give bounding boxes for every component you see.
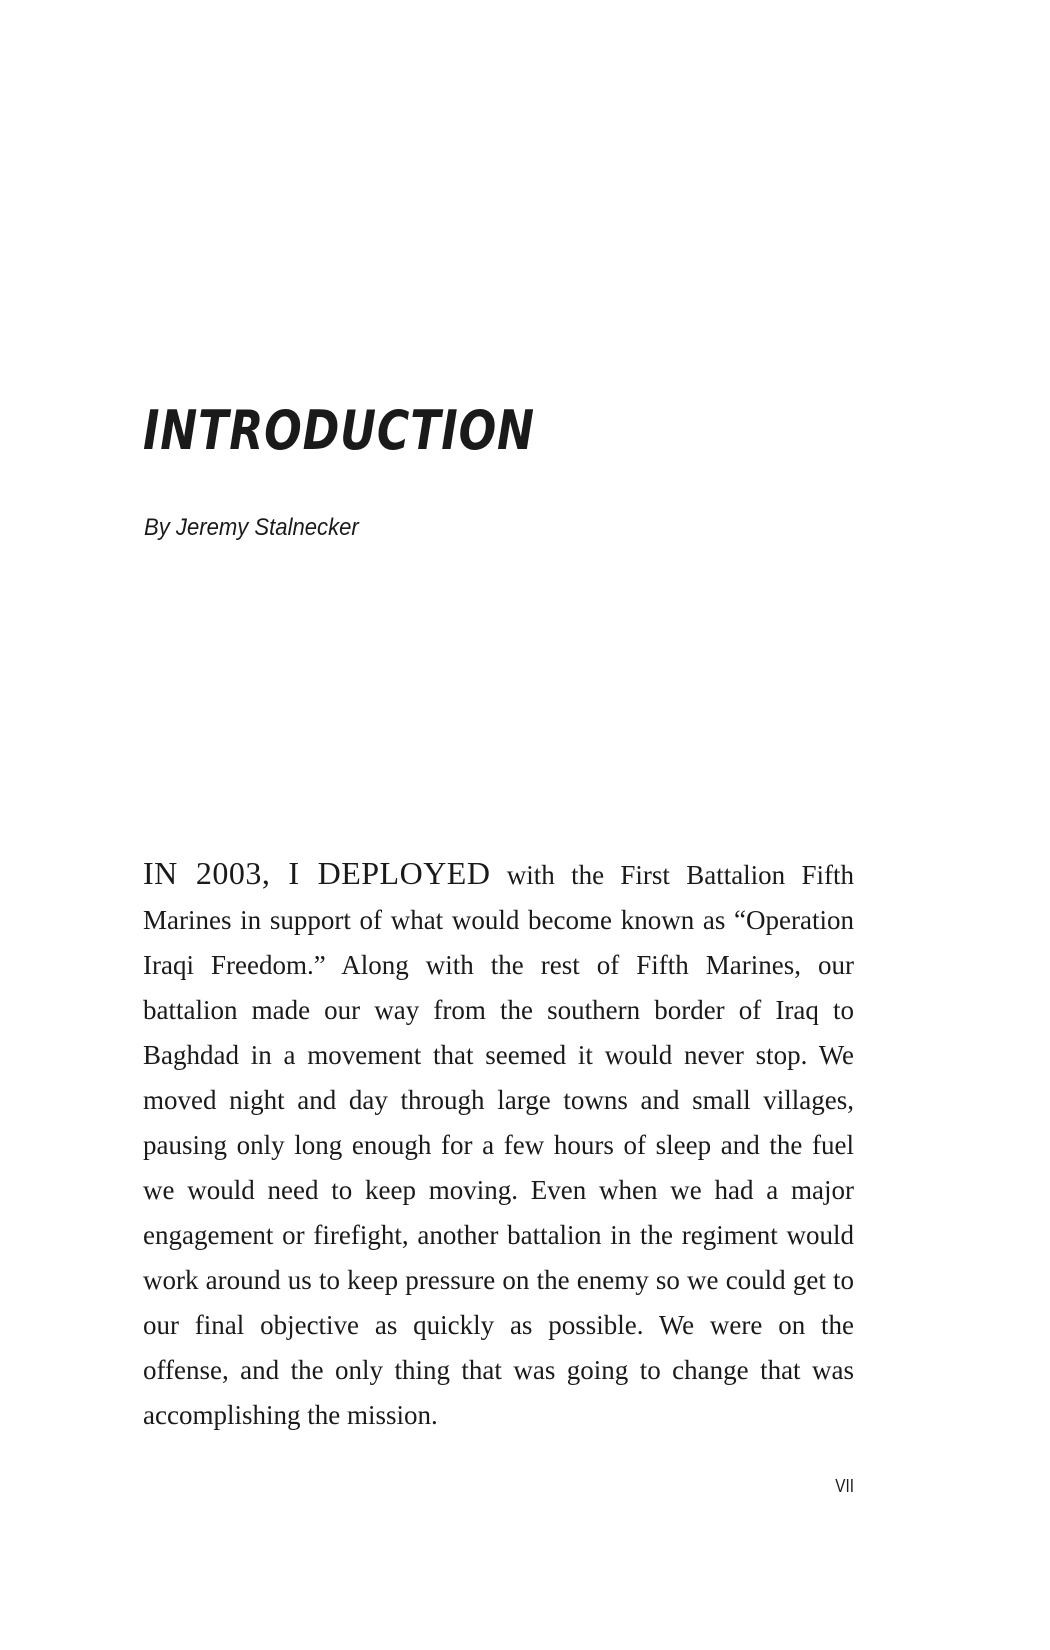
author-byline: By Jeremy Stalnecker bbox=[144, 514, 359, 541]
paragraph-text: with the First Battalion Fifth Marines in support of what would become known as “Operation Iraqi Freedom.” Along with the rest of Fifth Marines, our battalion made our way from the southern border of Iraq to Baghdad in a movement that seemed it would never stop. We moved night and day through large towns and small villages, pausing only long enough for a few hours of sleep and the fuel we would need to keep moving. Even when we had a major engagement or firefight, another battalion in the regiment would work around us to keep pressure on the enemy so we could get to our final objective as quickly as possible. We were on the offense, and the only thing that was going to change that was accomplishing the mission. bbox=[143, 860, 854, 1430]
lead-in-small-caps: IN 2003, I DEPLOYED bbox=[143, 855, 491, 891]
chapter-title: INTRODUCTION bbox=[143, 399, 535, 462]
body-paragraph bbox=[143, 851, 854, 1438]
page-number: VII bbox=[835, 1476, 854, 1496]
